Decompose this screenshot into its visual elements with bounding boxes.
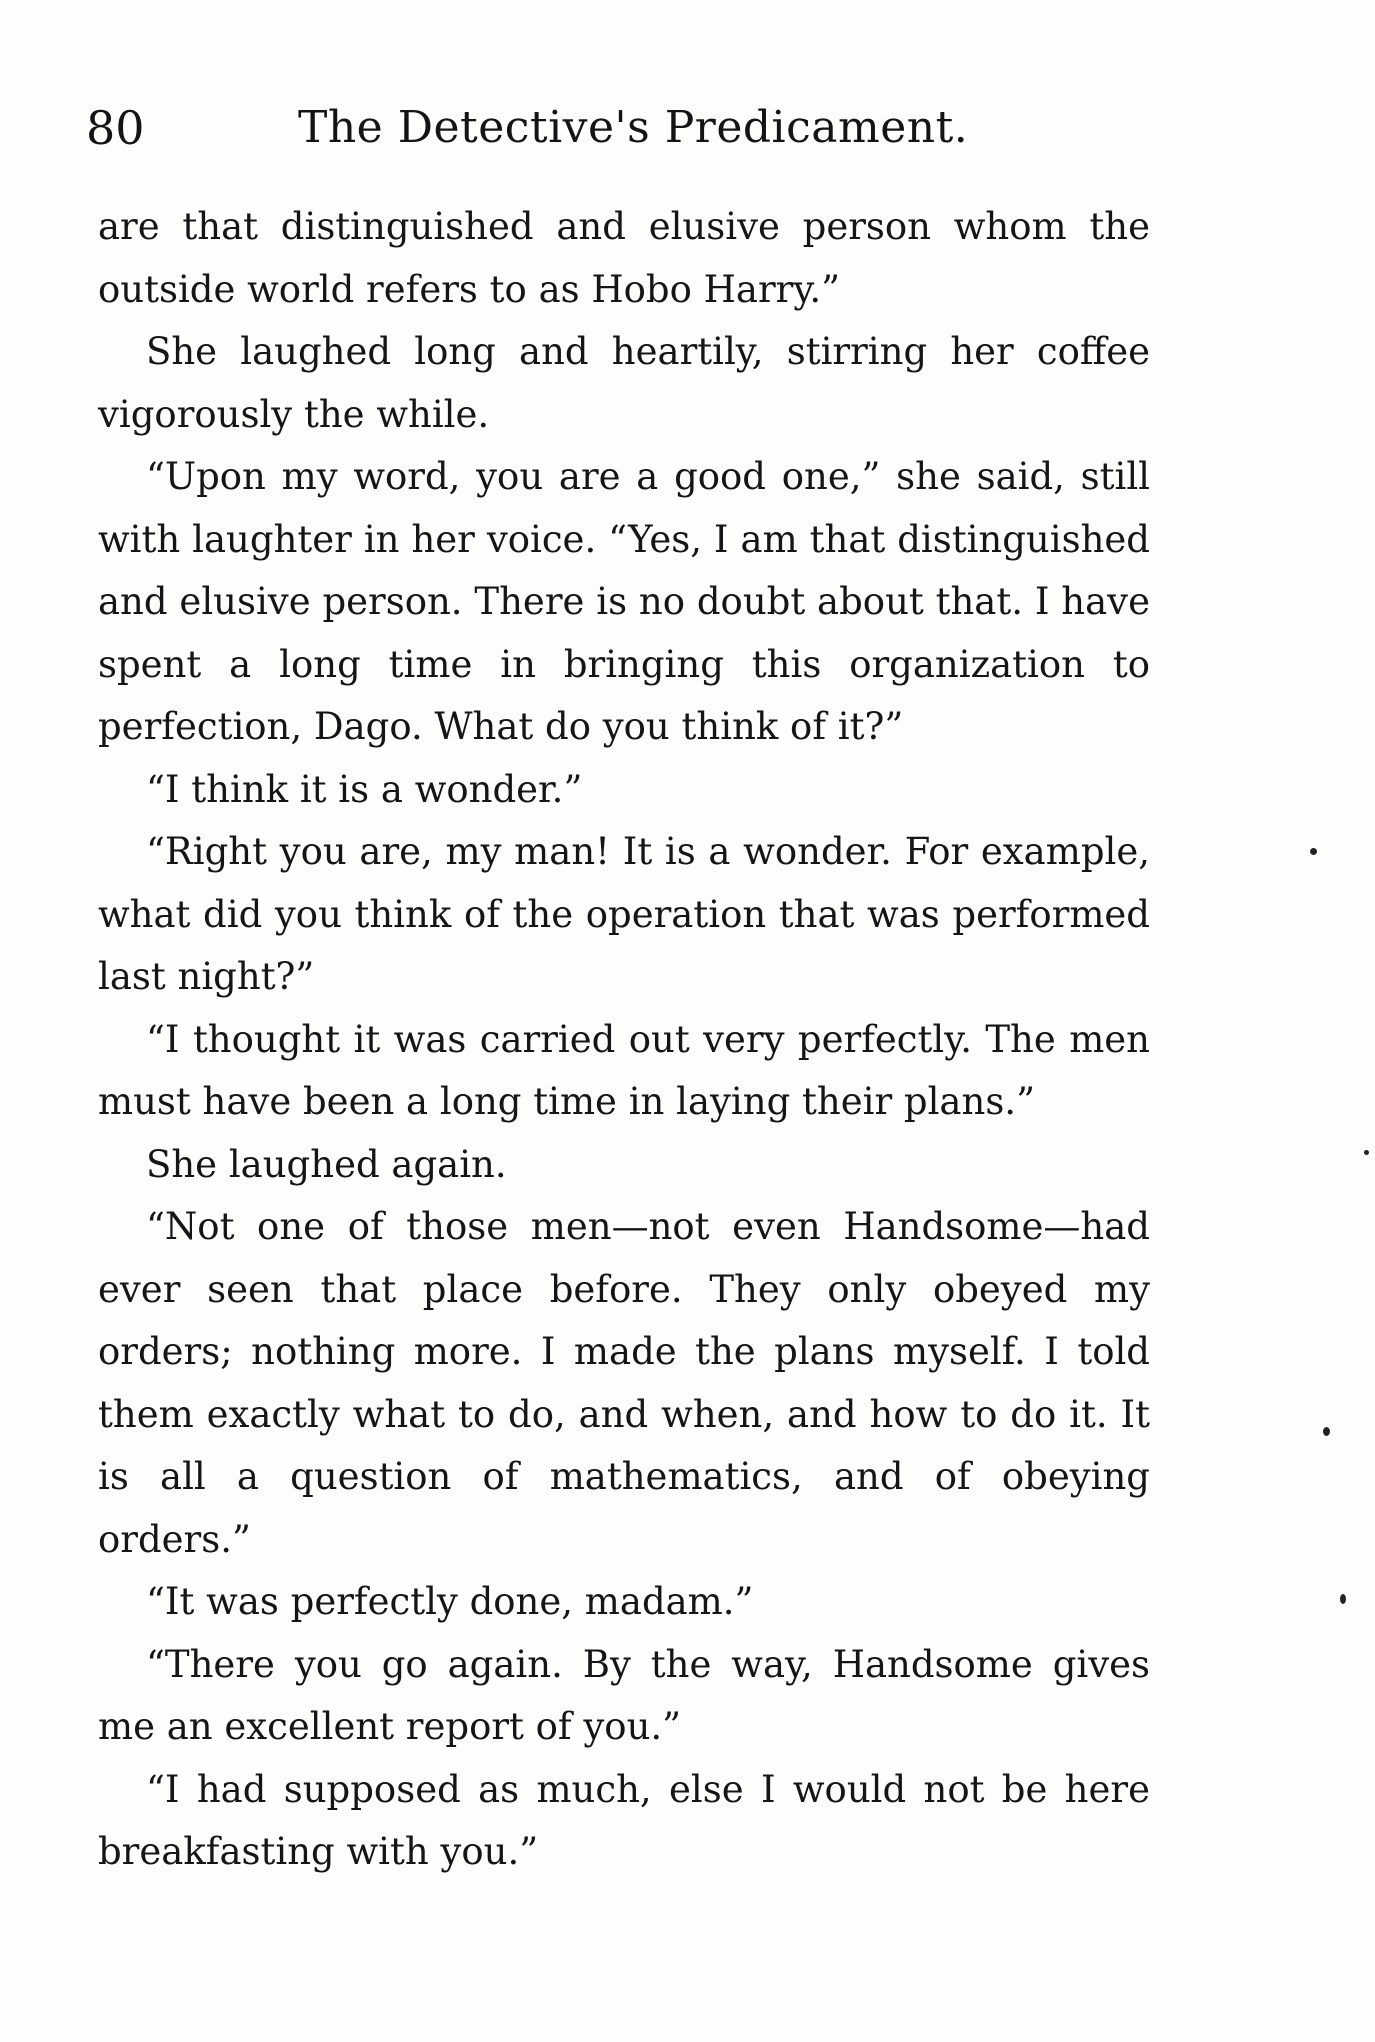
scan-speck <box>1364 1150 1369 1155</box>
paragraph-4: “I think it is a wonder.” <box>146 767 583 811</box>
running-title: The Detective's Predicament. <box>298 102 969 153</box>
paragraph-1: are that distinguished and elusive person whom the outside world refers to as Hobo Harry.” <box>98 205 1150 311</box>
paragraph-3: “Upon my word, you are a good one,” she said, still with laughter in her voice. “Yes, I am that distinguished and elusive person. There is no doubt about that. I have spent a long time in bringing this organization to perfection, Dago. What do you think of it?” <box>98 455 1150 748</box>
paragraph-9: “It was perfectly done, madam.” <box>146 1580 754 1623</box>
paragraph-11: “I had supposed as much, else I would not be here breakfasting with you.” <box>98 1767 1150 1873</box>
scan-speck <box>1340 1594 1346 1604</box>
body-text <box>98 196 1150 1884</box>
scan-speck <box>1310 848 1317 855</box>
paragraph-2: She laughed long and heartily, stirring her coffee vigorously the while. <box>98 330 1150 436</box>
paragraph-6: “I thought it was carried out very perfectly. The men must have been a long time in laying their plans.” <box>98 1017 1150 1123</box>
paragraph-8: “Not one of those men—not even Handsome—had ever seen that place before. They only obeyed my orders; nothing more. I made the plans myself. I told them exactly what to do, and when, and how to do it. It is all a question of mathematics, and of obeying orders.” <box>98 1205 1150 1561</box>
page-number: 80 <box>86 101 145 155</box>
paragraph-5: “Right you are, my man! It is a wonder. For example, what did you think of the operation that was performed last night?” <box>98 830 1150 998</box>
scan-speck <box>1323 1427 1330 1436</box>
paragraph-7: She laughed again. <box>146 1142 507 1186</box>
paragraph-10: “There you go again. By the way, Handsome gives me an excellent report of you.” <box>98 1642 1150 1748</box>
page-header <box>86 98 986 168</box>
